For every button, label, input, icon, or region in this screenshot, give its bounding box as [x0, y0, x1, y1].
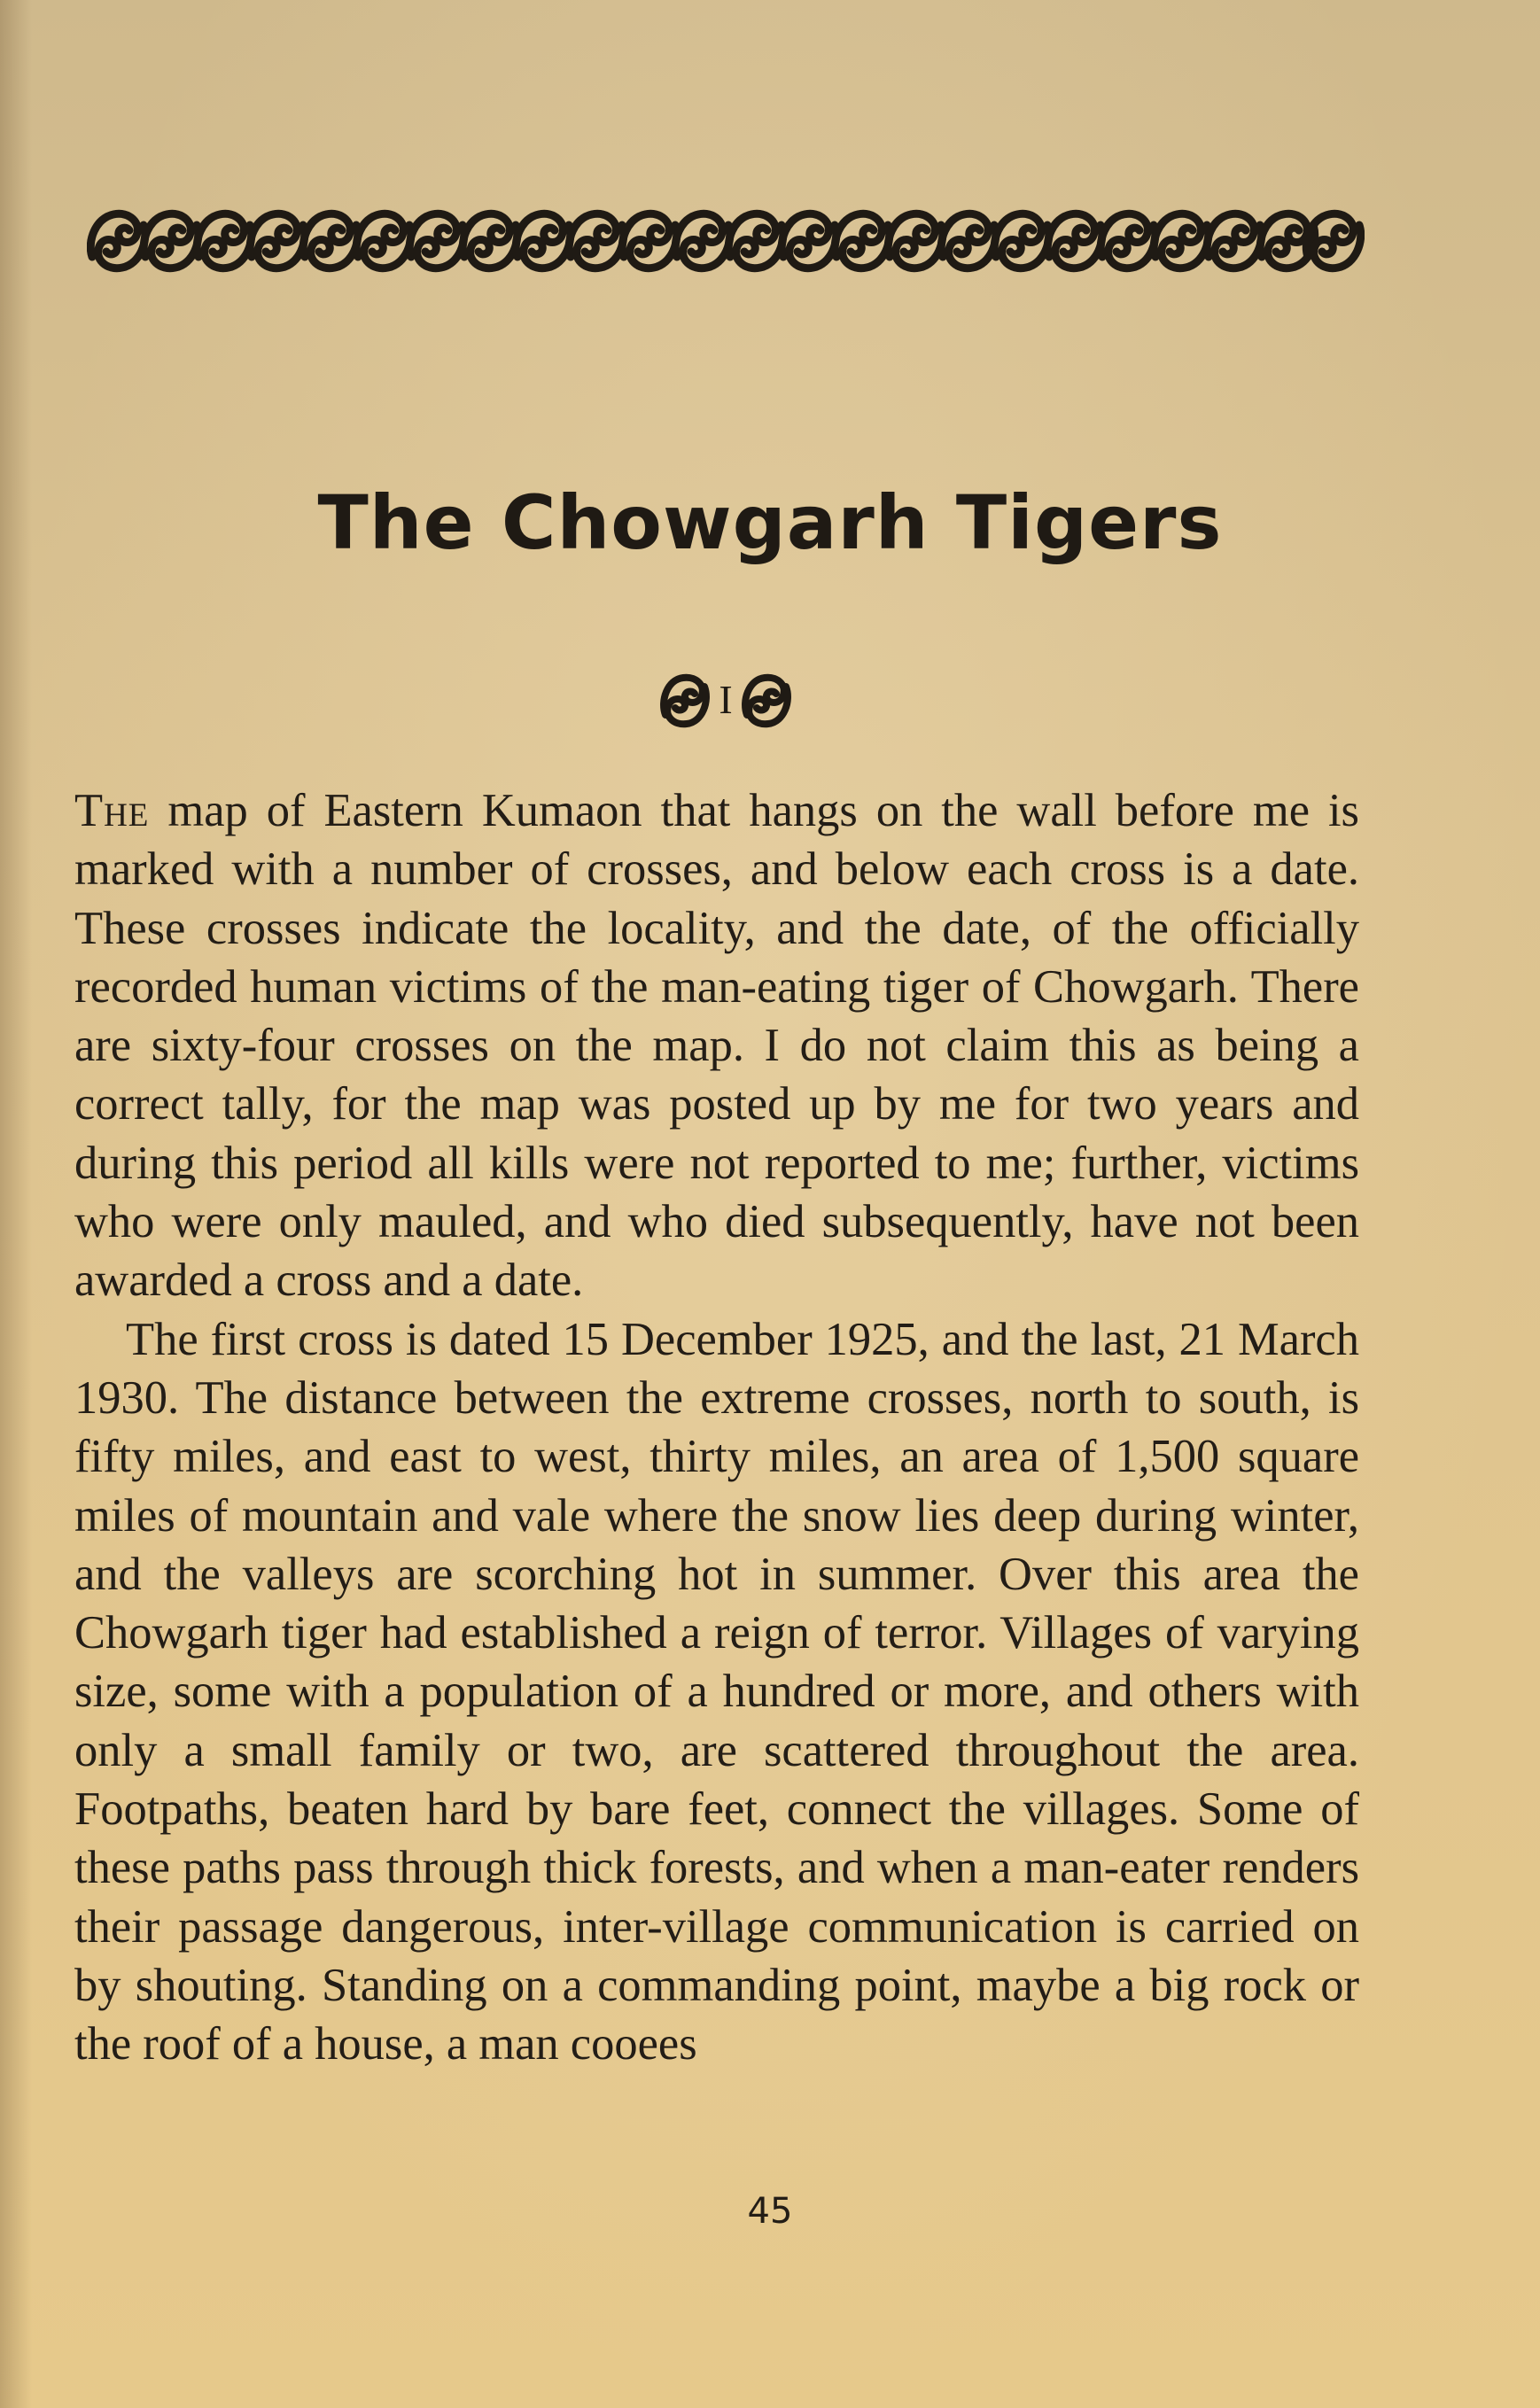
chapter-body — [74, 781, 1359, 2074]
page-number: 45 — [747, 2191, 793, 2232]
page-gutter-shadow — [0, 0, 32, 2408]
left-scroll-ornament-icon — [660, 671, 710, 729]
paragraph-1 — [74, 781, 1359, 1310]
section-marker — [637, 666, 814, 734]
scroll-wave-ornament-icon — [87, 206, 1365, 276]
paragraph-2: The first cross is dated 15 December 1925, and the last, 21 March 1930. The distance between the extreme crosses, north to south, is fifty miles, and east to west, thirty miles, an area of 1,500 square miles of mountain and vale where the snow lies deep during winter, and the valleys are scorching hot in summer. Over this area the Chowgarh tiger had established a reign of terror. Villages of varying size, some with a population of a hundred or more, and others with only a small family or two, are scattered throughout the area. Footpaths, beaten hard by bare feet, connect the villages. Some of these paths pass through thick forests, and when a man-eater renders their passage dangerous, inter-village communication is carried on by shouting. Standing on a commanding point, maybe a big rock or the roof of a house, a man cooees — [74, 1313, 1359, 2070]
chapter-title: The Chowgarh Tigers — [317, 479, 1223, 566]
paragraph-1-text: map of Eastern Kumaon that hangs on the wall before me is marked with a number of crosses, and below each cross is a date. These crosses indicate the locality, and the date, of the officially recorded human victims of the man-eating tiger of Chowgarh. There are sixty-four crosses on the map. I do not claim this as being a correct tally, for the map was posted up by me for two years and during this period all kills were not reported to me; further, victims who were only mauled, and who died subsequently, have not been awarded a cross and a date. — [74, 785, 1359, 1307]
paragraph-1-lead: The — [74, 785, 150, 836]
section-numeral: I — [719, 677, 733, 722]
right-scroll-ornament-icon — [742, 671, 791, 729]
